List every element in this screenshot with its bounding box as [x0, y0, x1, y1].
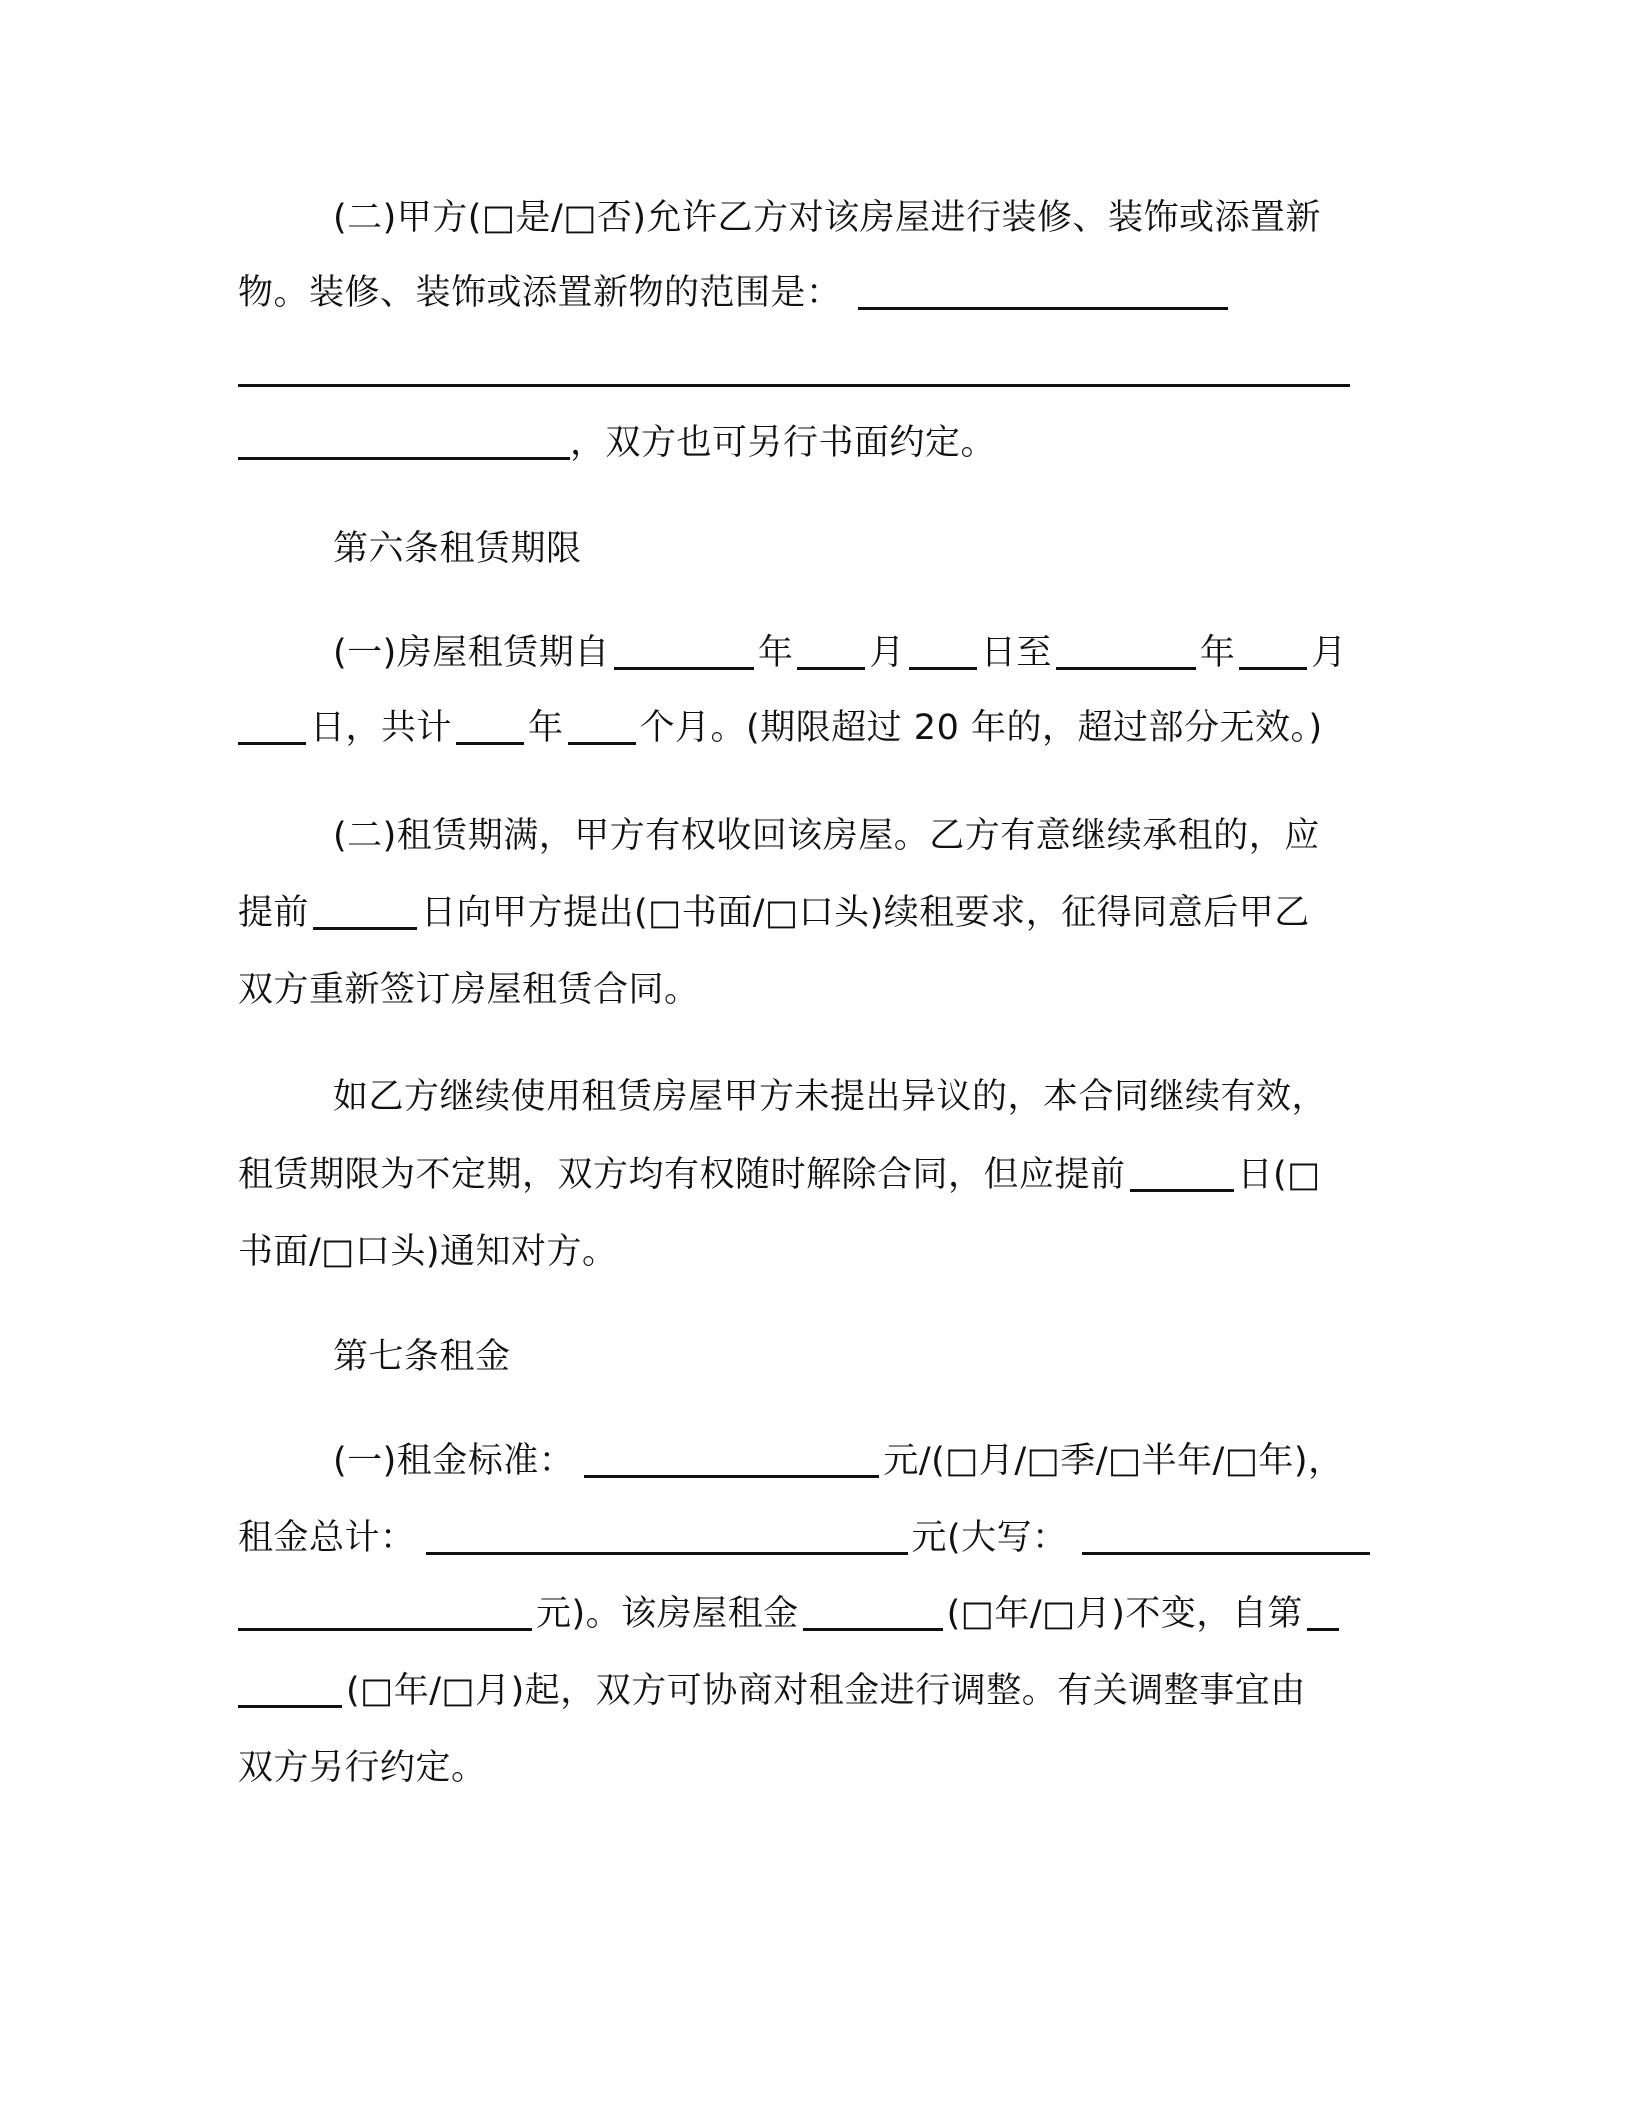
sec7-clause1-line2: 租金总计： 元(大写：: [238, 1508, 1370, 1568]
sec7-clause1-line1: (一)租金标准： 元/(□月/□季/□半年/□年)，: [333, 1431, 1344, 1491]
blank-end-year[interactable]: [1056, 625, 1196, 670]
blank-rent-total[interactable]: [426, 1510, 908, 1555]
sec6-clause3-line3: 书面/□口头)通知对方。: [238, 1232, 618, 1272]
sec7-clause1-line5: 双方另行约定。: [238, 1748, 487, 1788]
blank-renovation-scope-line2[interactable]: [238, 384, 1350, 387]
sec5-clause2-line2: 物。装修、装饰或添置新物的范围是：: [238, 263, 1228, 323]
section6-heading: 第六条租赁期限: [333, 529, 582, 569]
blank-renewal-notice-days[interactable]: [313, 885, 417, 930]
blank-start-month[interactable]: [797, 625, 865, 670]
blank-total-months[interactable]: [568, 700, 636, 745]
sec6-clause1-line2: 日，共计 年 个月。(期限超过 20 年的，超过部分无效。): [238, 698, 1323, 758]
sec6-clause2-line1: (二)租赁期满，甲方有权收回该房屋。乙方有意继续承租的，应: [333, 816, 1320, 856]
blank-rent-total-uppercase-cont[interactable]: [238, 1586, 532, 1631]
blank-rent-fixed-period[interactable]: [803, 1586, 943, 1631]
blank-start-day[interactable]: [909, 625, 977, 670]
sec6-clause3-line1: 如乙方继续使用租赁房屋甲方未提出异议的，本合同继续有效，: [333, 1077, 1328, 1117]
sec7-clause1-line4: (□年/□月)起，双方可协商对租金进行调整。有关调整事宜由: [238, 1661, 1306, 1721]
blank-adjust-from-cont[interactable]: [238, 1663, 342, 1708]
blank-total-years[interactable]: [456, 700, 524, 745]
sec6-clause1-line1: (一)房屋租赁期自 年 月 日至 年 月: [333, 623, 1347, 683]
blank-end-month[interactable]: [1239, 625, 1307, 670]
sec6-clause2-line2: 提前 日向甲方提出(□书面/□口头)续租要求，征得同意后甲乙: [238, 883, 1310, 943]
blank-adjust-from[interactable]: [1307, 1586, 1339, 1631]
sec7-clause1-line3: 元)。该房屋租金 (□年/□月)不变，自第: [238, 1584, 1339, 1644]
sec6-clause3-line2: 租赁期限为不定期，双方均有权随时解除合同，但应提前 日(□: [238, 1145, 1321, 1205]
blank-rent-total-uppercase[interactable]: [1082, 1510, 1370, 1555]
sec5-clause2-line3: ，双方也可另行书面约定。: [238, 413, 996, 473]
blank-start-year[interactable]: [614, 625, 754, 670]
blank-rent-standard[interactable]: [584, 1433, 879, 1478]
blank-end-day[interactable]: [238, 700, 306, 745]
blank-termination-notice-days[interactable]: [1130, 1147, 1234, 1192]
section7-heading: 第七条租金: [333, 1337, 511, 1377]
sec5-clause2-line1: (二)甲方(□是/□否)允许乙方对该房屋进行装修、装饰或添置新: [333, 198, 1322, 238]
sec6-clause2-line3: 双方重新签订房屋租赁合同。: [238, 970, 700, 1010]
blank-renovation-scope-line3[interactable]: [238, 415, 570, 460]
blank-renovation-scope[interactable]: [858, 265, 1228, 310]
